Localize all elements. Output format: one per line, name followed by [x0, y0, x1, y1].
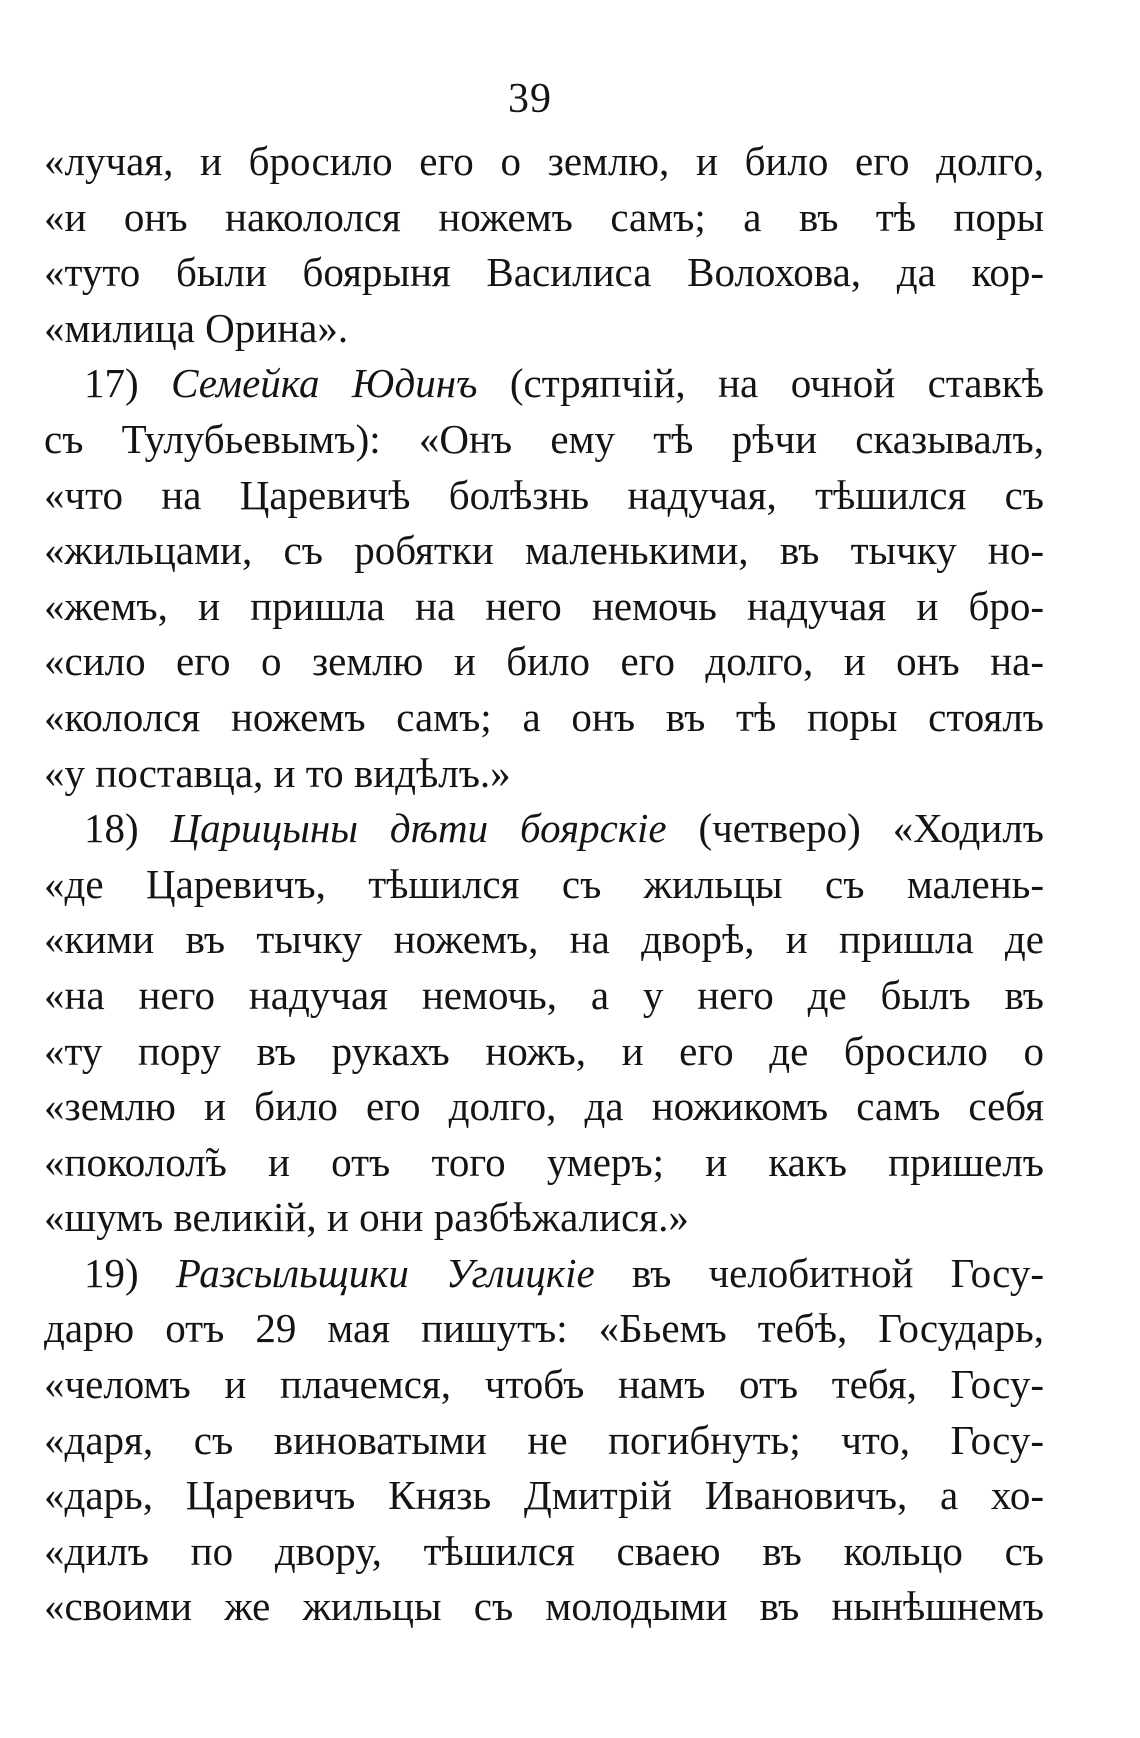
- text-line: [44, 301, 1044, 357]
- text-line: [44, 746, 1044, 802]
- text-line: [44, 968, 1044, 1024]
- text-line: [44, 912, 1044, 968]
- text-line: [44, 857, 1044, 913]
- text-line: [44, 1579, 1044, 1635]
- text-segment: «жильцами, съ робятки маленькими, въ тычку но-: [44, 527, 1044, 574]
- text-line: [44, 1079, 1044, 1135]
- text-segment: «у поставца, и то видѣлъ.»: [44, 749, 511, 796]
- text-segment: «поколол̃ъ и отъ того умеръ; и какъ пришелъ: [44, 1138, 1044, 1185]
- text-line: [44, 1357, 1044, 1413]
- text-line: [44, 356, 1044, 412]
- text-segment: «де Царевичъ, тѣшился съ жильцы съ малень-: [44, 860, 1044, 907]
- text-segment: «шумъ великій, и они разбѣжалися.»: [44, 1194, 689, 1241]
- text-segment: въ челобитной Госу-: [594, 1249, 1044, 1296]
- text-line: [44, 1135, 1044, 1191]
- text-line: [44, 1413, 1044, 1469]
- text-segment: (стряпчій, на очной ставкѣ: [477, 360, 1044, 407]
- text-segment: «лучая, и бросило его о землю, и било его долго,: [44, 138, 1044, 184]
- text-segment: «туто были боярыня Василиса Волохова, да кор-: [44, 249, 1044, 296]
- italic-name: Разсыльщики Углицкіе: [175, 1249, 595, 1296]
- text-segment: дарю отъ 29 мая пишутъ: «Бьемъ тебѣ, Государь,: [44, 1305, 1044, 1352]
- text-line: [44, 468, 1044, 524]
- text-segment: «сило его о землю и било его долго, и онъ на-: [44, 638, 1044, 685]
- text-segment: «землю и било его долго, да ножикомъ самъ себя: [44, 1083, 1044, 1130]
- text-segment: «что на Царевичѣ болѣзнь надучая, тѣшился съ: [44, 471, 1044, 518]
- text-segment: «дарь, Царевичъ Князь Дмитрій Ивановичъ, а хо-: [44, 1472, 1044, 1519]
- text-segment: «и онъ накололся ножемъ самъ; а въ тѣ поры: [44, 193, 1044, 240]
- text-line: [44, 412, 1044, 468]
- text-segment: «своими же жильцы съ молодыми въ нынѣшнемъ: [44, 1583, 1044, 1630]
- text-segment: «кими въ тычку ножемъ, на дворѣ, и пришла де: [44, 916, 1044, 963]
- text-segment: съ Тулубьевымъ): «Онъ ему тѣ рѣчи сказывалъ,: [44, 415, 1044, 462]
- text-line: [44, 1246, 1044, 1302]
- text-segment: «милица Орина».: [44, 304, 349, 351]
- text-line: [44, 1468, 1044, 1524]
- text-segment: «жемъ, и пришла на него немочь надучая и бро-: [44, 582, 1044, 629]
- text-segment: 18): [84, 805, 171, 852]
- text-line: [44, 1524, 1044, 1580]
- text-line: [44, 801, 1044, 857]
- text-line: [44, 634, 1044, 690]
- text-line: [44, 690, 1044, 746]
- text-line: [44, 1024, 1044, 1080]
- text-segment: «челомъ и плачемся, чтобъ намъ отъ тебя, Госу-: [44, 1361, 1044, 1408]
- text-line: [44, 523, 1044, 579]
- page-number: 39: [508, 76, 552, 122]
- text-line: [44, 134, 1044, 190]
- text-segment: 17): [84, 360, 172, 407]
- text-line: [44, 1190, 1044, 1246]
- text-segment: (четверо) «Ходилъ: [666, 805, 1044, 852]
- text-line: [44, 579, 1044, 635]
- text-line: [44, 245, 1044, 301]
- italic-name: Царицыны дѣти боярскіе: [170, 805, 667, 852]
- text-line: [44, 1301, 1044, 1357]
- text-segment: «дилъ по двору, тѣшился сваею въ кольцо съ: [44, 1527, 1044, 1574]
- body-text: [44, 134, 1044, 1635]
- text-segment: «кололся ножемъ самъ; а онъ въ тѣ поры стоялъ: [44, 693, 1044, 740]
- text-line: [44, 190, 1044, 246]
- text-segment: «даря, съ виноватыми не погибнуть; что, Госу-: [44, 1416, 1044, 1463]
- text-segment: «ту пору въ рукахъ ножъ, и его де бросило о: [44, 1027, 1044, 1074]
- text-segment: 19): [84, 1249, 176, 1296]
- text-segment: «на него надучая немочь, а у него де былъ въ: [44, 971, 1044, 1018]
- italic-name: Семейка Юдинъ: [171, 360, 478, 407]
